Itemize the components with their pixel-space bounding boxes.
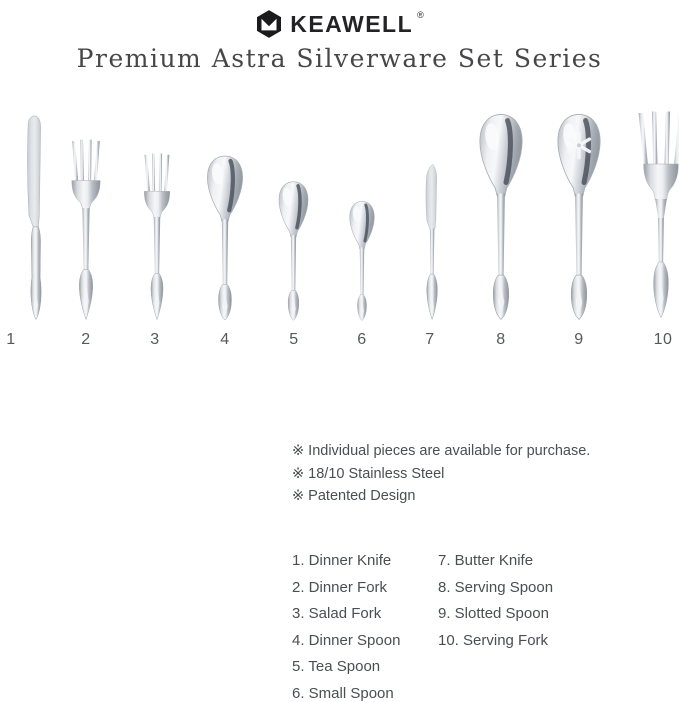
legend-item-small-spoon: 6. Small Spoon: [292, 684, 394, 702]
piece-number-7: 7: [425, 331, 435, 348]
legend-item-serving-fork: 10. Serving Fork: [438, 631, 549, 649]
legend-item-butter-knife: 7. Butter Knife: [438, 552, 534, 569]
legend-item-serving-spoon: 8. Serving Spoon: [438, 578, 554, 596]
serving-fork-image: [635, 110, 679, 322]
legend-column-1: [292, 553, 400, 702]
piece-number-1: 1: [6, 331, 16, 348]
small-spoon-image: [348, 200, 376, 322]
page-title: Premium Astra Silverware Set Series: [76, 44, 603, 73]
piece-number-2: 2: [81, 331, 91, 348]
piece-number-5: 5: [289, 331, 299, 348]
dinner-spoon-image: [205, 154, 245, 322]
piece-number-10: 10: [653, 331, 673, 348]
piece-number-8: 8: [496, 331, 506, 348]
notes-list: [292, 444, 590, 512]
design-note: ※ Patented Design: [292, 488, 416, 504]
serving-spoon-image: [477, 112, 525, 322]
legend-item-dinner-spoon: 4. Dinner Spoon: [292, 631, 401, 649]
legend-item-tea-spoon: 5. Tea Spoon: [292, 658, 381, 675]
salad-fork-image: [139, 152, 175, 322]
brand-name: KEAWELL: [290, 10, 414, 37]
legend-item-dinner-fork: 2. Dinner Fork: [292, 578, 388, 596]
legend-item-dinner-knife: 1. Dinner Knife: [292, 552, 392, 569]
piece-number-3: 3: [150, 331, 160, 348]
slotted-spoon-image: [555, 112, 603, 322]
dinner-knife-image: [12, 112, 56, 322]
butter-knife-image: [412, 162, 448, 322]
piece-number-6: 6: [357, 331, 367, 348]
piece-number-4: 4: [220, 331, 230, 348]
tea-spoon-image: [277, 180, 310, 322]
piece-number-9: 9: [574, 331, 584, 348]
dinner-fork-image: [66, 138, 106, 322]
legend-item-salad-fork: 3. Salad Fork: [292, 605, 382, 622]
material-note: ※ 18/10 Stainless Steel: [292, 465, 445, 482]
legend-column-2: [438, 553, 553, 659]
registered-trademark-symbol: ®: [417, 10, 424, 20]
availability-note: ※ Individual pieces are available for purchase.: [292, 443, 591, 459]
legend-item-slotted-spoon: 9. Slotted Spoon: [438, 605, 549, 622]
